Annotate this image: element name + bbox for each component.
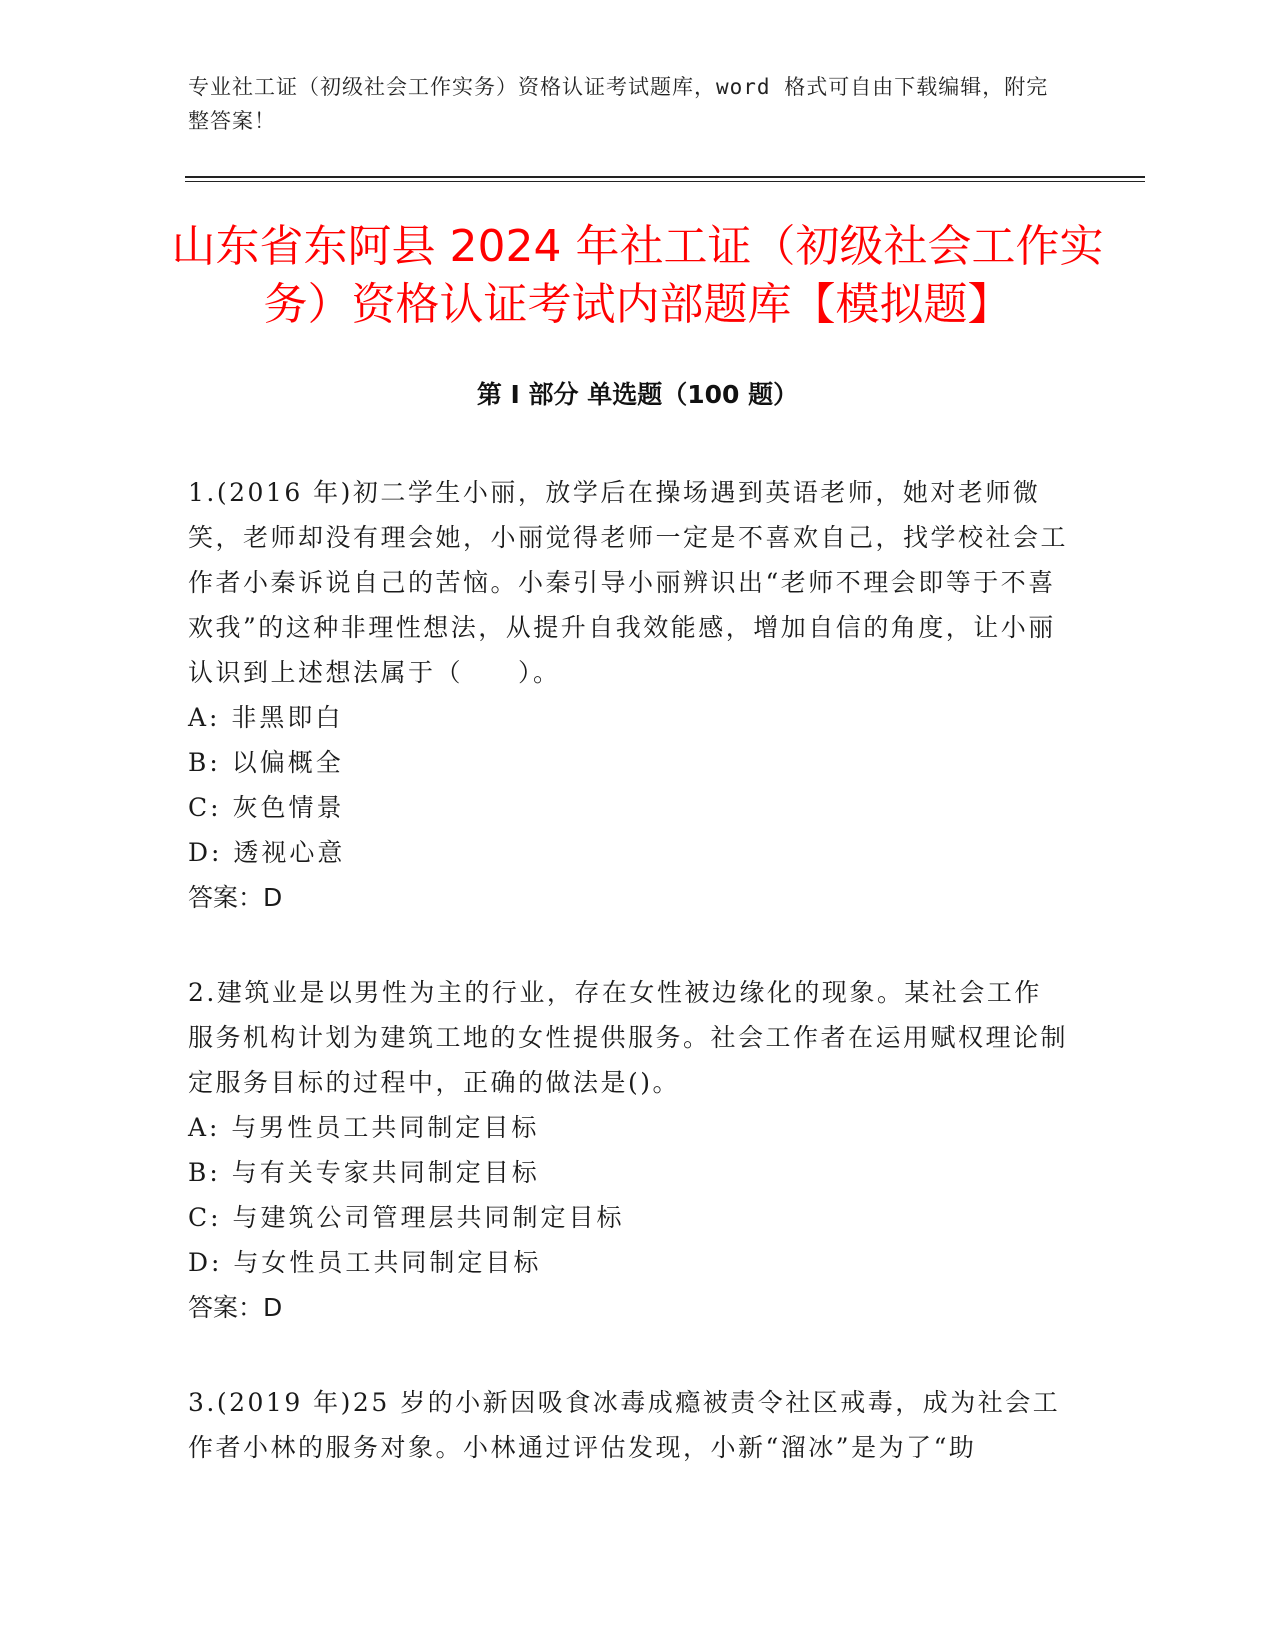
- section-title: 第 I 部分 单选题（100 题）: [476, 380, 799, 409]
- question-stem: 1.(2016 年)初二学生小丽，放学后在操场遇到英语老师，她对老师微笑，老师却没有理会她，小丽觉得老师一定是不喜欢自己，找学校社会工作者小秦诉说自己的苦恼。小秦引导小丽辨识出“老师不理会即等于不喜欢我”的这种非理性想法，从提升自我效能感，增加自信的角度，让小丽认识到上述想法属于（ ）。: [188, 478, 1069, 687]
- option-a: A: 非黑即白: [188, 703, 344, 732]
- answer: 答案：D: [188, 1293, 283, 1322]
- question-3: [188, 1380, 1068, 1470]
- header-note: 专业社工证（初级社会工作实务）资格认证考试题库，word 格式可自由下载编辑，附完整答案！: [188, 75, 1049, 133]
- question-list: [188, 470, 1068, 1520]
- option-d: D: 与女性员工共同制定目标: [188, 1248, 542, 1277]
- question-1: [188, 470, 1068, 920]
- option-a: A: 与男性员工共同制定目标: [188, 1113, 540, 1142]
- option-d: D: 透视心意: [188, 838, 346, 867]
- option-c: C: 灰色情景: [188, 793, 345, 822]
- option-b: B: 与有关专家共同制定目标: [188, 1158, 540, 1187]
- option-c: C: 与建筑公司管理层共同制定目标: [188, 1203, 625, 1232]
- answer: 答案：D: [188, 883, 283, 912]
- option-b: B: 以偏概全: [188, 748, 344, 777]
- question-stem: 3.(2019 年)25 岁的小新因吸食冰毒成瘾被责令社区戒毒，成为社会工作者小林的服务对象。小林通过评估发现，小新“溜冰”是为了“助: [188, 1388, 1061, 1462]
- header-divider: [185, 176, 1145, 182]
- question-2: [188, 970, 1068, 1330]
- question-stem: 2.建筑业是以男性为主的行业，存在女性被边缘化的现象。某社会工作服务机构计划为建筑工地的女性提供服务。社会工作者在运用赋权理论制定服务目标的过程中，正确的做法是()。: [188, 978, 1069, 1097]
- document-title: 山东省东阿县 2024 年社工证（初级社会工作实务）资格认证考试内部题库【模拟题】: [171, 221, 1104, 330]
